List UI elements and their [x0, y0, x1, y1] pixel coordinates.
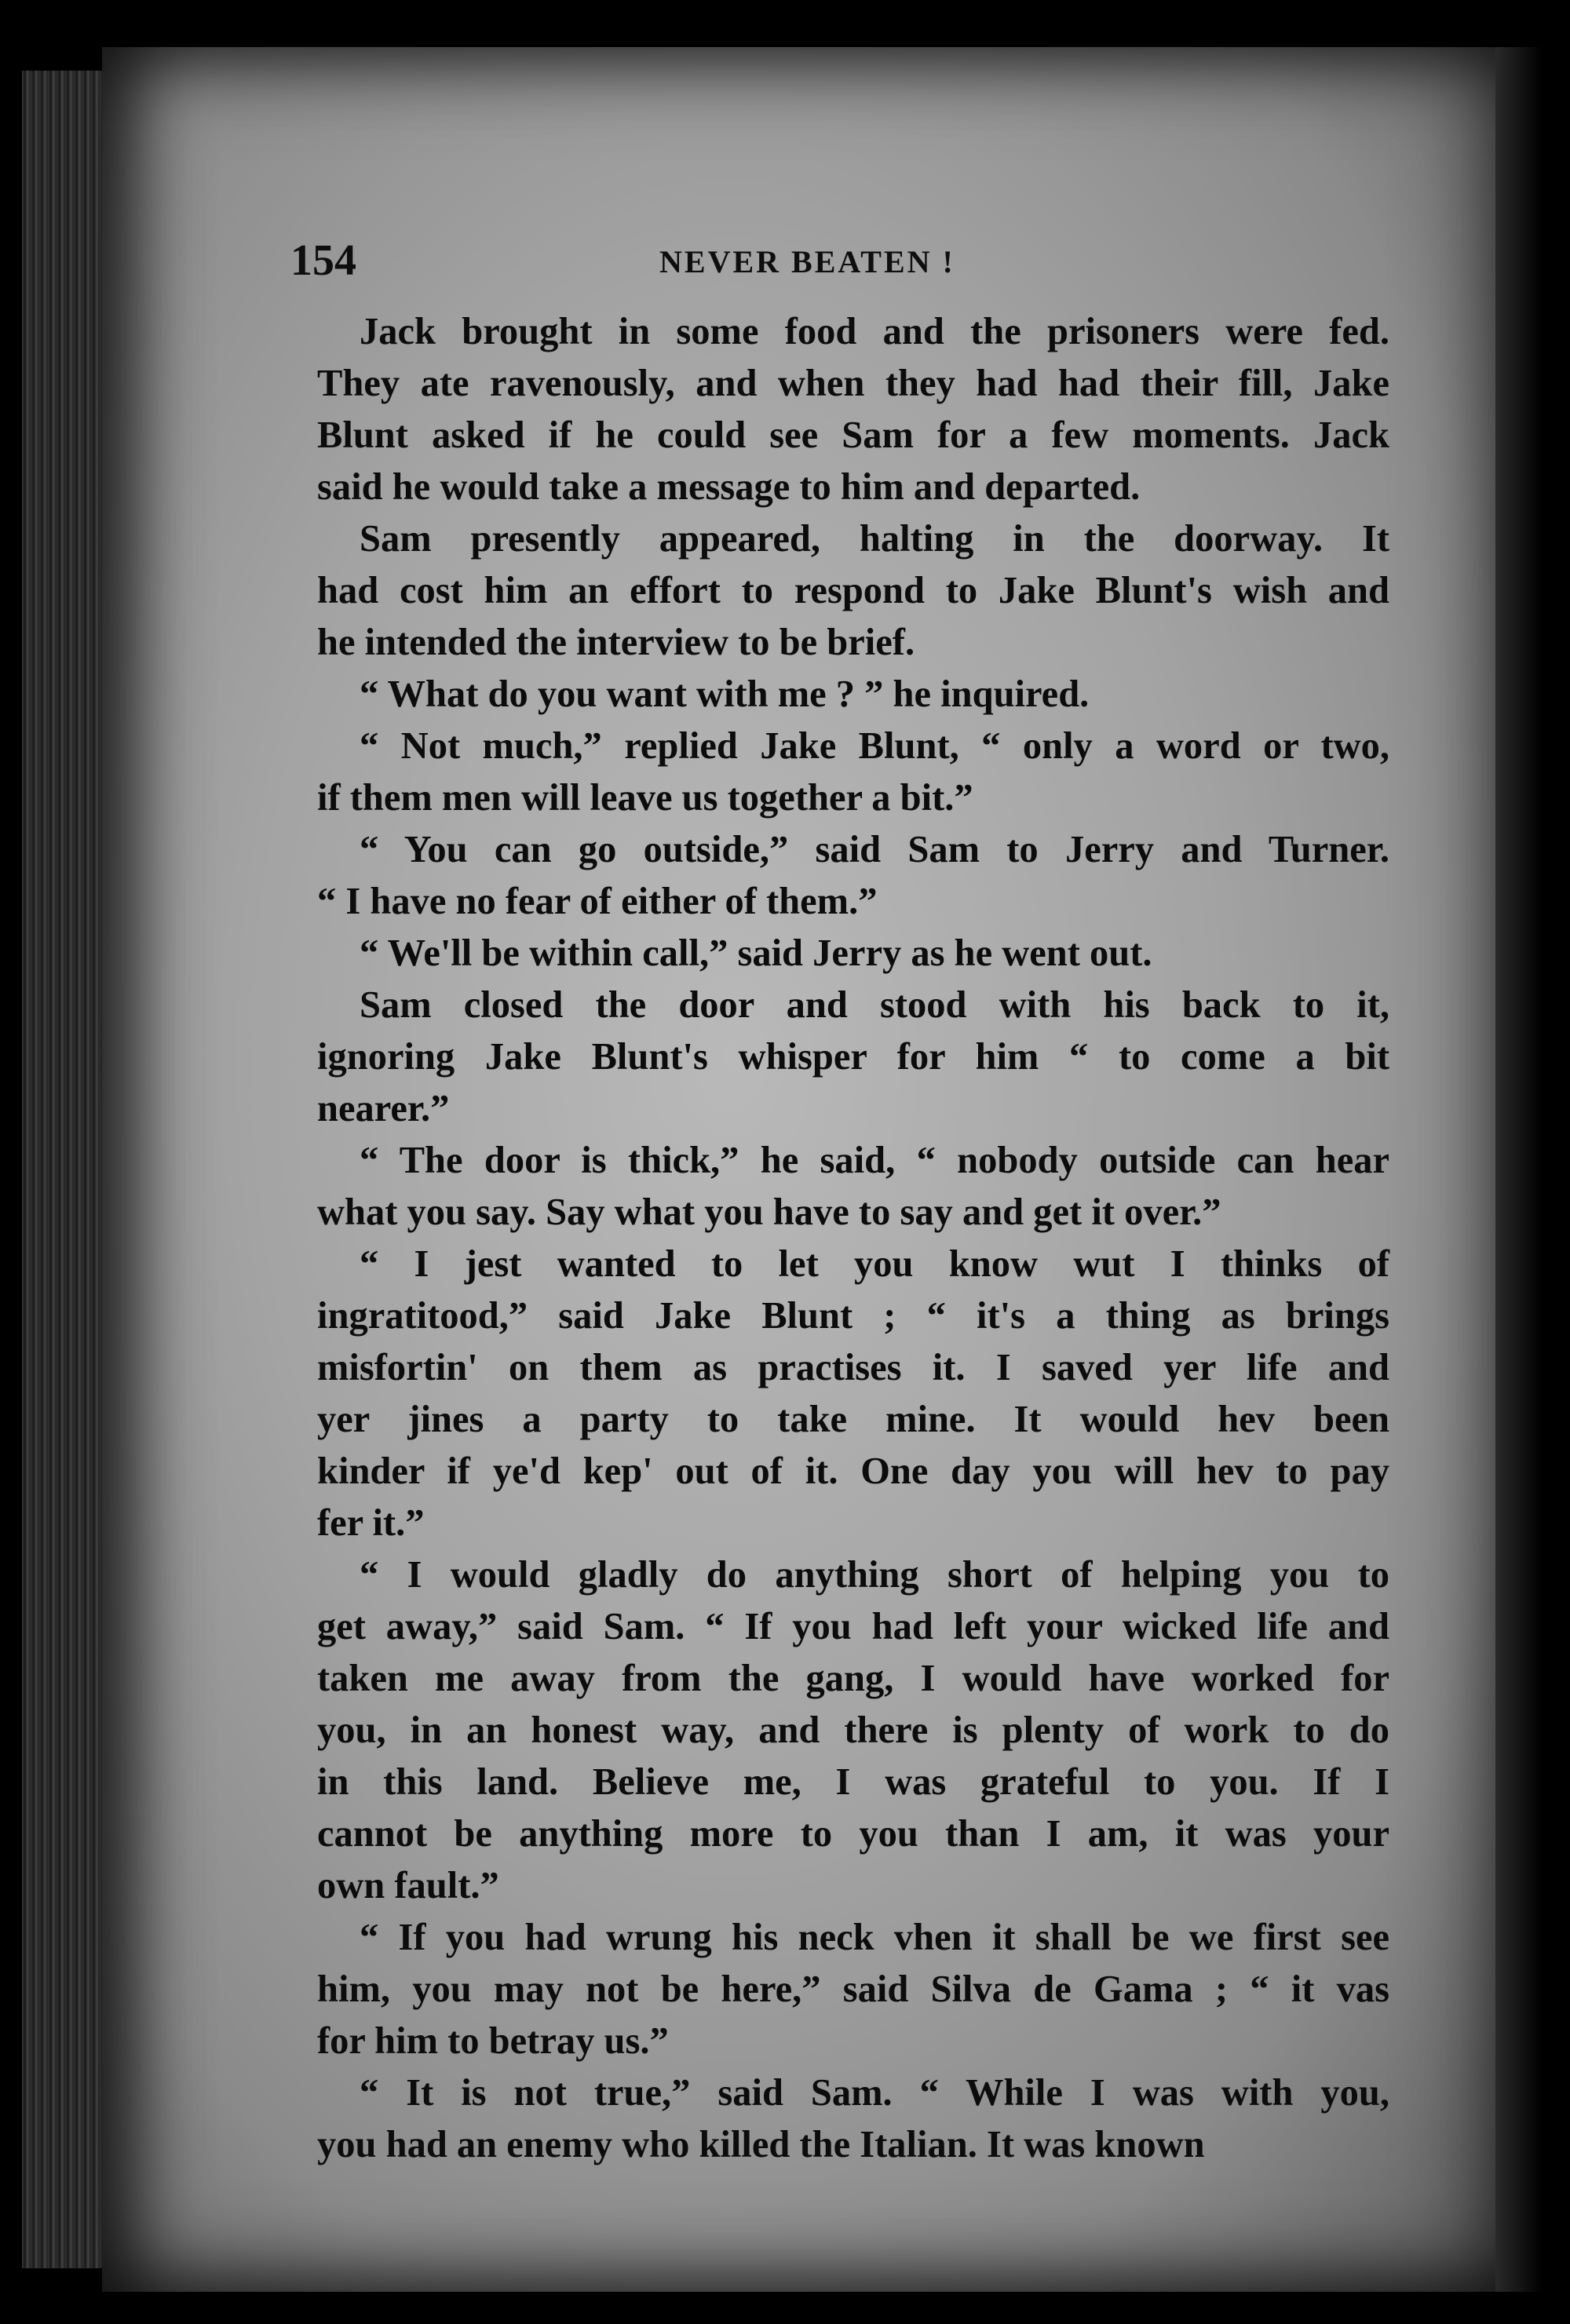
text-line: Jack brought in some food and the prisoners were fed.: [360, 311, 1389, 352]
text-line: “ It is not true,” said Sam. “ While I was with you,: [360, 2072, 1389, 2114]
text-line: you, in an honest way, and there is plenty of work to do: [317, 1709, 1389, 1751]
text-line: taken me away from the gang, I would have worked for: [317, 1658, 1389, 1699]
text-line: what you say. Say what you have to say and get it over.”: [317, 1191, 1221, 1233]
text-line: misfortin' on them as practises it. I saved yer life and: [317, 1347, 1389, 1388]
paragraph: [275, 1135, 1389, 1239]
text-line: They ate ravenously, and when they had had their fill, Jake: [317, 363, 1389, 404]
text-line: “ What do you want with me ? ” he inquired.: [360, 673, 1090, 715]
text-line: ignoring Jake Blunt's whisper for him “ to come a bit: [317, 1036, 1389, 1078]
text-line: Sam presently appeared, halting in the doorway. It: [360, 518, 1389, 560]
text-line: “ I jest wanted to let you know wut I thinks of: [360, 1243, 1389, 1285]
text-line: “ We'll be within call,” said Jerry as he went out.: [360, 932, 1152, 974]
body-text: [275, 306, 1389, 2171]
text-line: he intended the interview to be brief.: [317, 622, 915, 663]
text-line: you had an enemy who killed the Italian. It was known: [317, 2124, 1205, 2165]
paragraph: [275, 306, 1389, 513]
text-line: ingratitood,” said Jake Blunt ; “ it's a thing as brings: [317, 1295, 1389, 1337]
page-gutter-shadow: [1495, 47, 1543, 2292]
paragraph: [275, 669, 1389, 721]
text-line: if them men will leave us together a bit.”: [317, 777, 973, 819]
paragraph: [275, 1549, 1389, 1912]
text-line: “ Not much,” replied Jake Blunt, “ only a word or two,: [360, 725, 1389, 767]
text-line: “ I have no fear of either of them.”: [317, 881, 878, 922]
text-line: yer jines a party to take mine. It would hev been: [317, 1399, 1389, 1440]
paragraph: [275, 1912, 1389, 2067]
paragraph: [275, 1239, 1389, 1549]
text-line: said he would take a message to him and departed.: [317, 466, 1141, 508]
running-head: NEVER BEATEN !: [659, 244, 955, 279]
text-line: “ If you had wrung his neck vhen it shall be we first see: [360, 1917, 1389, 1958]
paragraph: [275, 928, 1389, 980]
text-line: had cost him an effort to respond to Jake Blunt's wish and: [317, 570, 1389, 611]
text-line: “ I would gladly do anything short of helping you to: [360, 1554, 1389, 1596]
text-line: nearer.”: [317, 1088, 450, 1129]
text-line: in this land. Believe me, I was grateful to you. If I: [317, 1761, 1389, 1803]
paragraph: [275, 721, 1389, 824]
text-line: fer it.”: [317, 1502, 425, 1544]
text-line: cannot be anything more to you than I am, it was your: [317, 1813, 1389, 1855]
paragraph: [275, 824, 1389, 928]
page-number: 154: [290, 236, 356, 285]
text-line: own fault.”: [317, 1865, 499, 1906]
text-line: Sam closed the door and stood with his back to it,: [360, 984, 1389, 1026]
text-line: him, you may not be here,” said Silva de Gama ; “ it vas: [317, 1968, 1389, 2010]
paragraph: [275, 513, 1389, 669]
paragraph: [275, 2067, 1389, 2171]
text-line: Blunt asked if he could see Sam for a few moments. Jack: [317, 414, 1389, 456]
text-line: “ The door is thick,” he said, “ nobody outside can hear: [360, 1140, 1389, 1181]
paragraph: [275, 980, 1389, 1135]
text-line: “ You can go outside,” said Sam to Jerry and Turner.: [360, 829, 1389, 870]
text-line: kinder if ye'd kep' out of it. One day you will hev to pay: [317, 1450, 1389, 1492]
text-line: for him to betray us.”: [317, 2020, 669, 2062]
page-header: [290, 235, 1389, 290]
text-line: get away,” said Sam. “ If you had left your wicked life and: [317, 1606, 1389, 1647]
